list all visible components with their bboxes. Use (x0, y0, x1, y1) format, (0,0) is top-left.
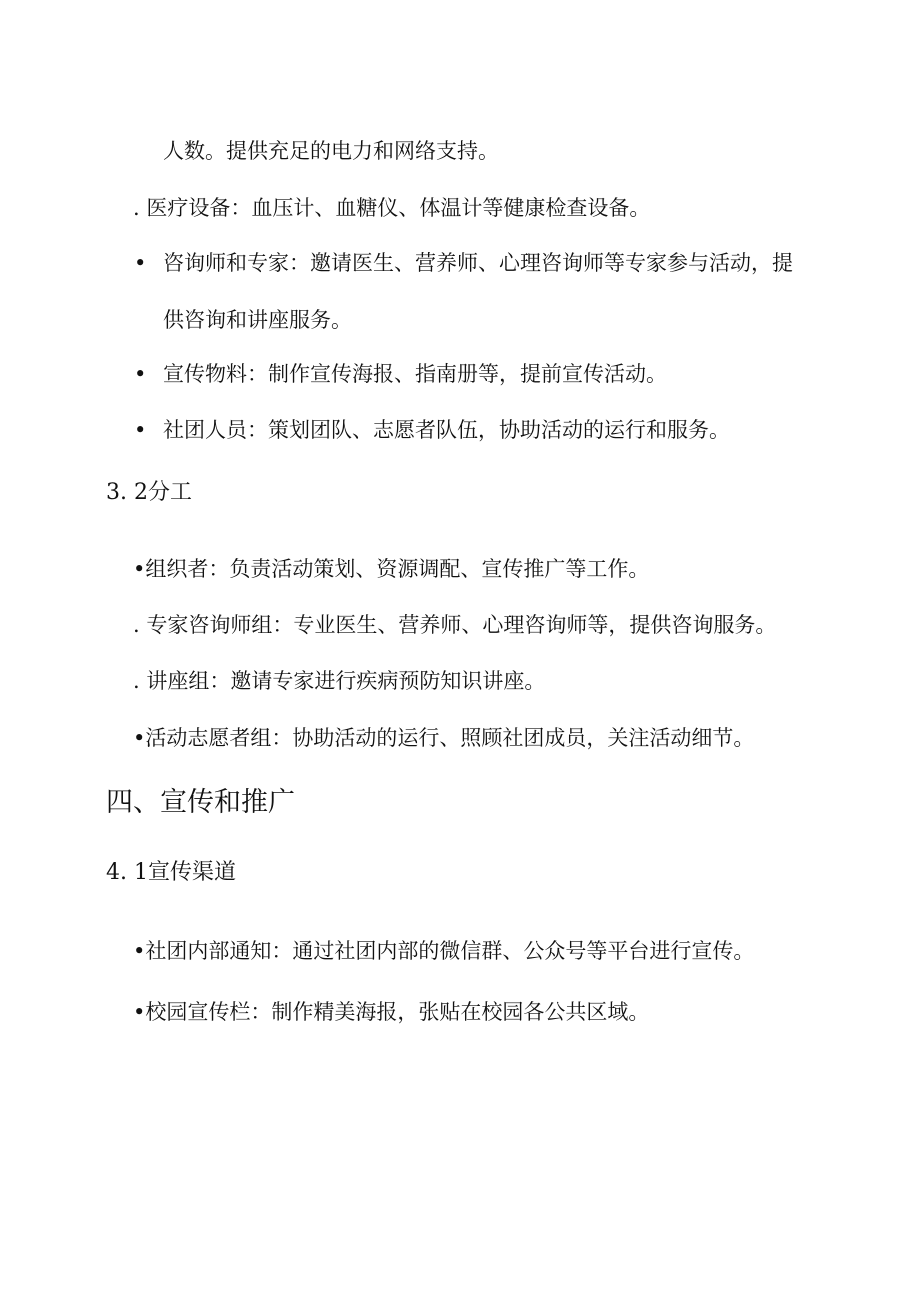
text-line: 咨询师和专家：邀请医生、营养师、心理咨询师等专家参与活动，提 (163, 251, 793, 275)
text-line: . 讲座组：邀请专家进行疾病预防知识讲座。 (133, 669, 546, 693)
section-heading: 3. 2分工 (106, 480, 192, 505)
text-line: . 医疗设备：血压计、血糖仪、体温计等健康检查设备。 (133, 196, 651, 220)
bullet-icon: • (134, 251, 147, 275)
text-line: 宣传物料：制作宣传海报、指南册等，提前宣传活动。 (163, 362, 667, 386)
text-line: •社团内部通知：通过社团内部的微信群、公众号等平台进行宣传。 (133, 939, 755, 963)
text-line: 社团人员：策划团队、志愿者队伍，协助活动的运行和服务。 (163, 418, 730, 442)
text-line: •活动志愿者组：协助活动的运行、照顾社团成员，关注活动细节。 (133, 726, 755, 750)
chapter-heading: 四、宣传和推广 (106, 787, 295, 818)
bullet-icon: • (134, 362, 147, 386)
text-line: •组织者：负责活动策划、资源调配、宣传推广等工作。 (133, 557, 650, 581)
text-line: 人数。提供充足的电力和网络支持。 (163, 139, 499, 163)
text-line: . 专家咨询师组：专业医生、营养师、心理咨询师等，提供咨询服务。 (133, 613, 777, 637)
text-line: •校园宣传栏：制作精美海报，张贴在校园各公共区域。 (133, 1000, 650, 1024)
bullet-icon: • (134, 418, 147, 442)
section-heading: 4. 1宣传渠道 (106, 860, 236, 885)
text-line: 供咨询和讲座服务。 (163, 308, 352, 332)
